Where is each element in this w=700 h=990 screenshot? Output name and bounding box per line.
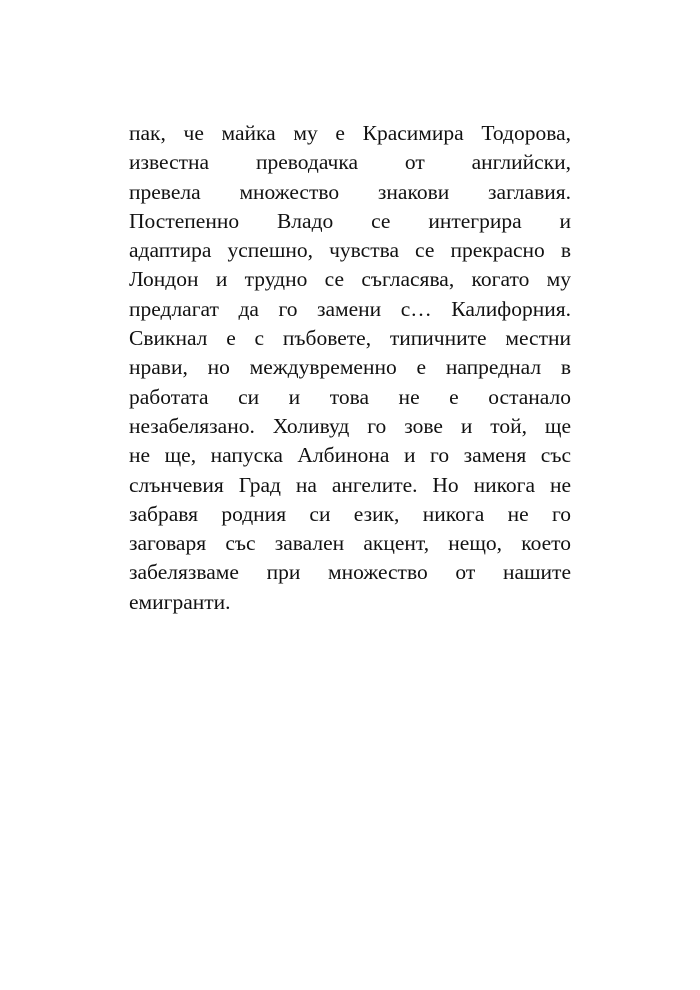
paragraph-line: известна преводачка от английски, — [129, 150, 571, 175]
paragraph-line: нрави, но междувременно е напреднал в — [129, 355, 571, 380]
paragraph-line: незабелязано. Холивуд го зове и той, ще — [129, 413, 571, 438]
paragraph-line: забелязваме при множество от нашите — [129, 560, 571, 585]
paragraph-line: Лондон и трудно се съгласява, когато му — [129, 267, 571, 292]
paragraph-line: превела множество знакови заглавия. — [129, 179, 571, 204]
paragraph-line: емигранти. — [129, 589, 231, 614]
paragraph-line: пак, че майка му е Красимира Тодорова, — [129, 121, 571, 145]
body-paragraph — [129, 119, 571, 617]
paragraph-line: забравя родния си език, никога не го — [129, 501, 571, 526]
paragraph-line: работата си и това не е останало — [129, 384, 571, 409]
paragraph-line: слънчевия Град на ангелите. Но никога не — [129, 472, 571, 497]
paragraph-line: заговаря със завален акцент, нещо, което — [129, 531, 571, 556]
paragraph-line: не ще, напуска Албинона и го заменя със — [129, 443, 571, 468]
paragraph-line: Постепенно Владо се интегрира и — [129, 208, 571, 233]
paragraph-line: адаптира успешно, чувства се прекрасно в — [129, 238, 571, 263]
paragraph-line: Свикнал е с пъбовете, типичните местни — [129, 326, 571, 351]
paragraph-line: предлагат да го замени с… Калифорния. — [129, 296, 571, 321]
